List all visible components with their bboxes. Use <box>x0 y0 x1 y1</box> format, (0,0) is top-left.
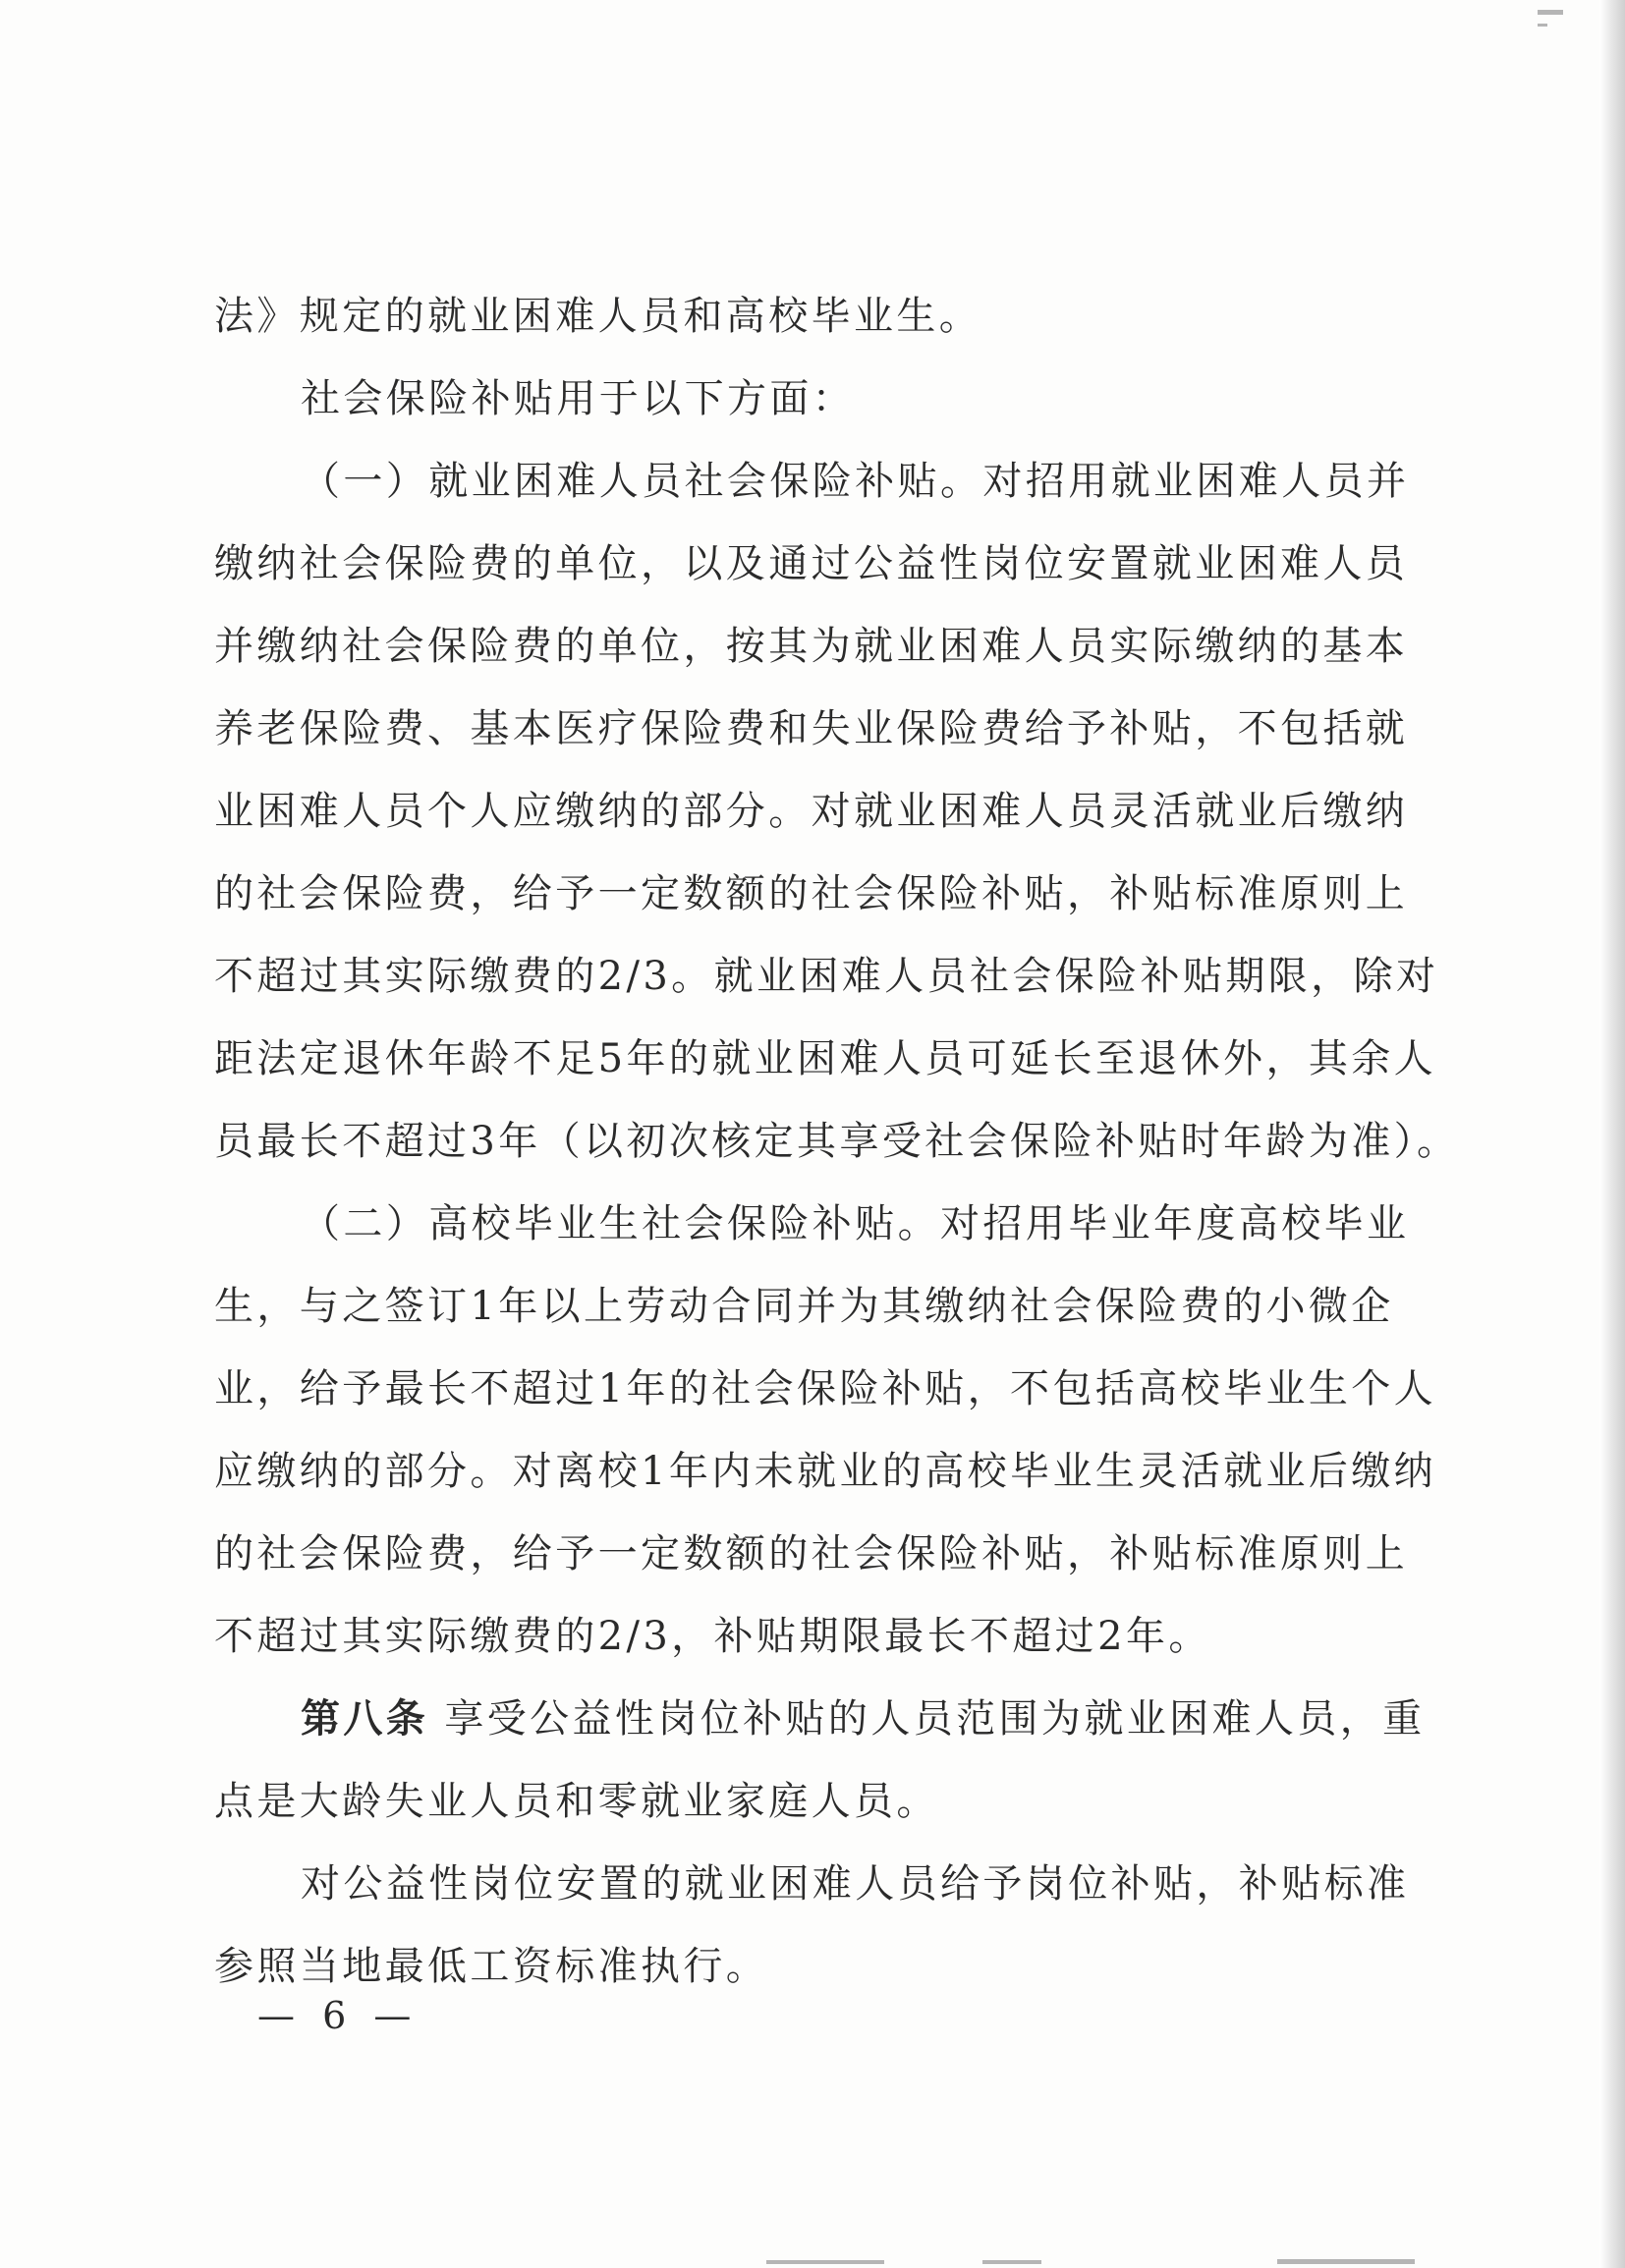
scan-artifact <box>1538 24 1547 27</box>
text-line: 生，与之签订1年以上劳动合同并为其缴纳社会保险费的小微企 <box>214 1284 1394 1329</box>
scan-artifact <box>766 2260 884 2264</box>
text-line: 的社会保险费，给予一定数额的社会保险补贴，补贴标准原则上 <box>214 871 1409 916</box>
text-line: （一）就业困难人员社会保险补贴。对招用就业困难人员并 <box>301 459 1410 504</box>
text-line: 点是大龄失业人员和零就业家庭人员。 <box>214 1779 939 1824</box>
scan-edge-shadow <box>1599 0 1625 2268</box>
scan-artifact <box>1538 10 1563 15</box>
text-line: 参照当地最低工资标准执行。 <box>214 1944 769 1989</box>
text-line: 不超过其实际缴费的2/3，补贴期限最长不超过2年。 <box>214 1614 1211 1659</box>
text-line: （二）高校毕业生社会保险补贴。对招用毕业年度高校毕业 <box>301 1201 1410 1246</box>
article-8-line <box>214 1678 1426 1760</box>
article-8-heading: 第八条 <box>301 1695 429 1742</box>
text-line: 并缴纳社会保险费的单位，按其为就业困难人员实际缴纳的基本 <box>214 624 1409 669</box>
text-line: 业，给予最长不超过1年的社会保险补贴，不包括高校毕业生个人 <box>214 1366 1437 1411</box>
text-line: 缴纳社会保险费的单位，以及通过公益性岗位安置就业困难人员 <box>214 541 1409 586</box>
text-line: 不超过其实际缴费的2/3。就业困难人员社会保险补贴期限，除对 <box>214 954 1439 999</box>
text-line: 对公益性岗位安置的就业困难人员给予岗位补贴，补贴标准 <box>301 1861 1410 1907</box>
text-line: 的社会保险费，给予一定数额的社会保险补贴，补贴标准原则上 <box>214 1531 1409 1577</box>
text-line: 养老保险费、基本医疗保险费和失业保险费给予补贴，不包括就 <box>214 706 1409 751</box>
text-line: 法》规定的就业困难人员和高校毕业生。 <box>214 294 982 339</box>
scan-artifact <box>1277 2259 1415 2264</box>
text-line: 距法定退休年龄不足5年的就业困难人员可延长至退休外，其余人 <box>214 1036 1437 1081</box>
article-8-text: 享受公益性岗位补贴的人员范围为就业困难人员，重 <box>444 1696 1426 1742</box>
text-line: 社会保险补贴用于以下方面： <box>301 376 856 421</box>
text-line: 业困难人员个人应缴纳的部分。对就业困难人员灵活就业后缴纳 <box>214 789 1409 834</box>
page-number: — 6 — <box>257 1994 420 2037</box>
document-body <box>214 275 1460 2008</box>
scan-artifact <box>982 2260 1041 2264</box>
text-line: 员最长不超过3年（以初次核定其享受社会保险补贴时年龄为准）。 <box>214 1119 1460 1164</box>
text-line: 应缴纳的部分。对离校1年内未就业的高校毕业生灵活就业后缴纳 <box>214 1449 1437 1494</box>
